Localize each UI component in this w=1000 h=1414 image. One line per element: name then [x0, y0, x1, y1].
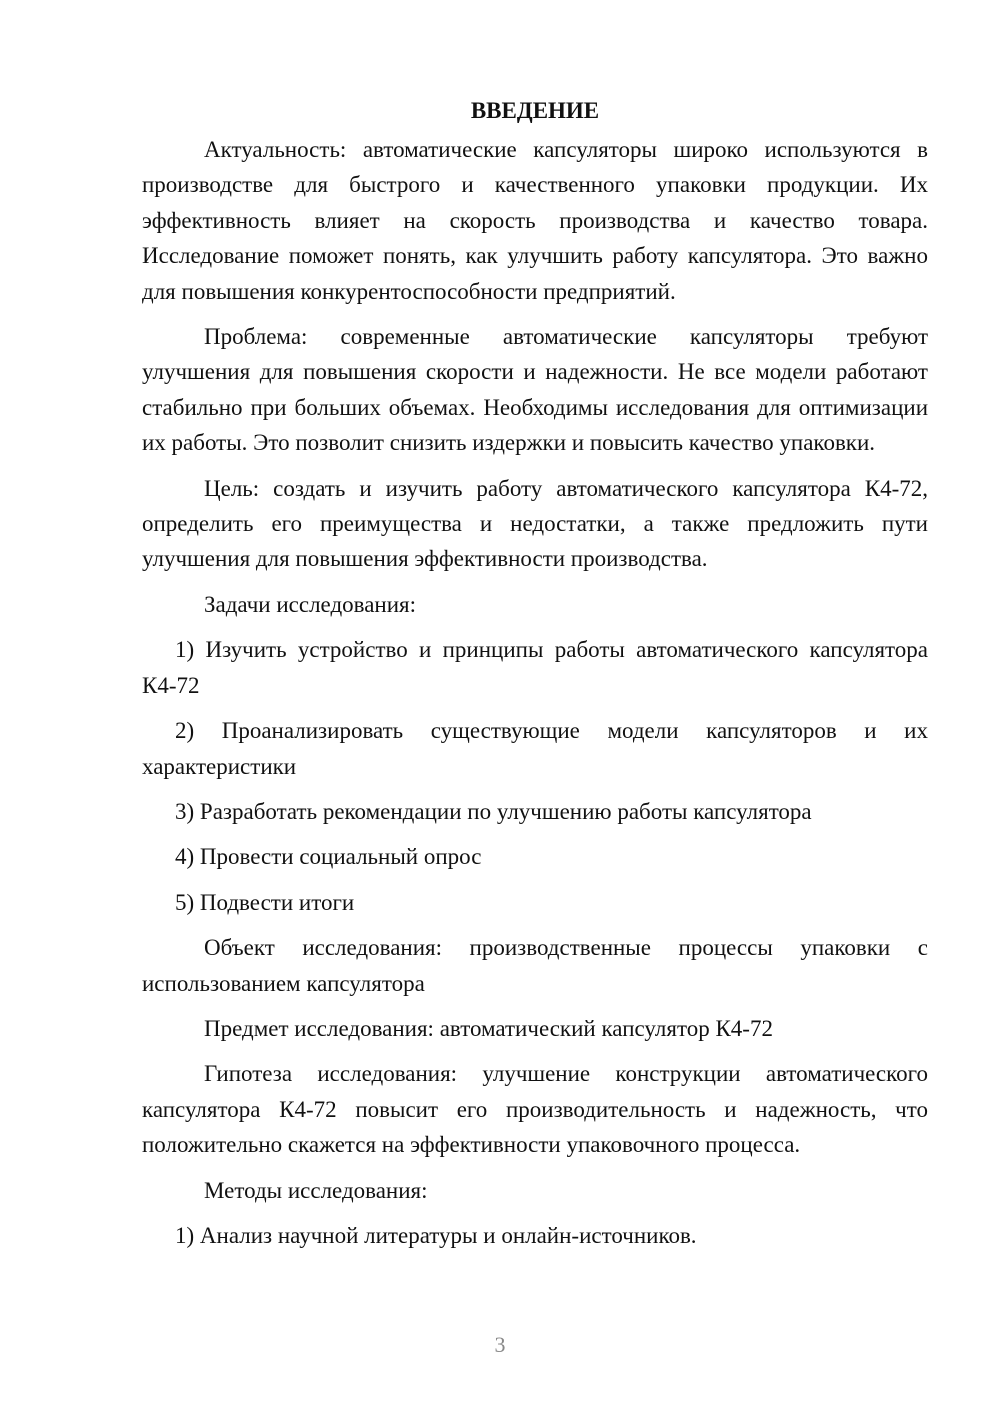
- tasks-heading: Задачи исследования:: [204, 591, 417, 617]
- task-item: 4) Провести социальный опрос: [175, 844, 482, 870]
- page-number: 3: [494, 1332, 506, 1357]
- subject-paragraph: Предмет исследования: автоматический капсулятор К4-72: [204, 1015, 773, 1041]
- page-content: [142, 93, 928, 1263]
- methods-heading: Методы исследования:: [204, 1177, 428, 1203]
- relevance-paragraph: Актуальность: автоматические капсуляторы широко используются в производстве для быстрого и качественного упаковки продукции. Их эффективность влияет на скорость производства и качество товара. Исследование поможет понять, как улучшить работу капсулятора. Это важно для повышения конкурентоспособности предприятий.: [142, 137, 928, 304]
- hypothesis-paragraph: Гипотеза исследования: улучшение конструкции автоматического капсулятора К4-72 повысит его производительность и надежность, что положительно скажется на эффективности упаковочного процесса.: [142, 1061, 928, 1158]
- task-item: 3) Разработать рекомендации по улучшению работы капсулятора: [175, 798, 812, 824]
- task-item: 5) Подвести итоги: [175, 889, 355, 915]
- object-paragraph: Объект исследования: производственные процессы упаковки с использованием капсулятора: [142, 935, 928, 996]
- method-item: 1) Анализ научной литературы и онлайн-источников.: [175, 1222, 697, 1248]
- page-title: ВВЕДЕНИЕ: [470, 98, 600, 123]
- goal-paragraph: Цель: создать и изучить работу автоматического капсулятора К4-72, определить его преимущества и недостатки, а также предложить пути улучшения для повышения эффективности производства.: [142, 475, 928, 572]
- problem-paragraph: Проблема: современные автоматические капсуляторы требуют улучшения для повышения скорости и надежности. Не все модели работают стабильно при больших объемах. Необходимы исследования для оптимизации их работы. Это позволит снизить издержки и повысить качество упаковки.: [142, 324, 928, 456]
- task-item: 2) Проанализировать существующие модели капсуляторов и их характеристики: [142, 718, 928, 779]
- task-item: 1) Изучить устройство и принципы работы автоматического капсулятора К4-72: [142, 637, 928, 698]
